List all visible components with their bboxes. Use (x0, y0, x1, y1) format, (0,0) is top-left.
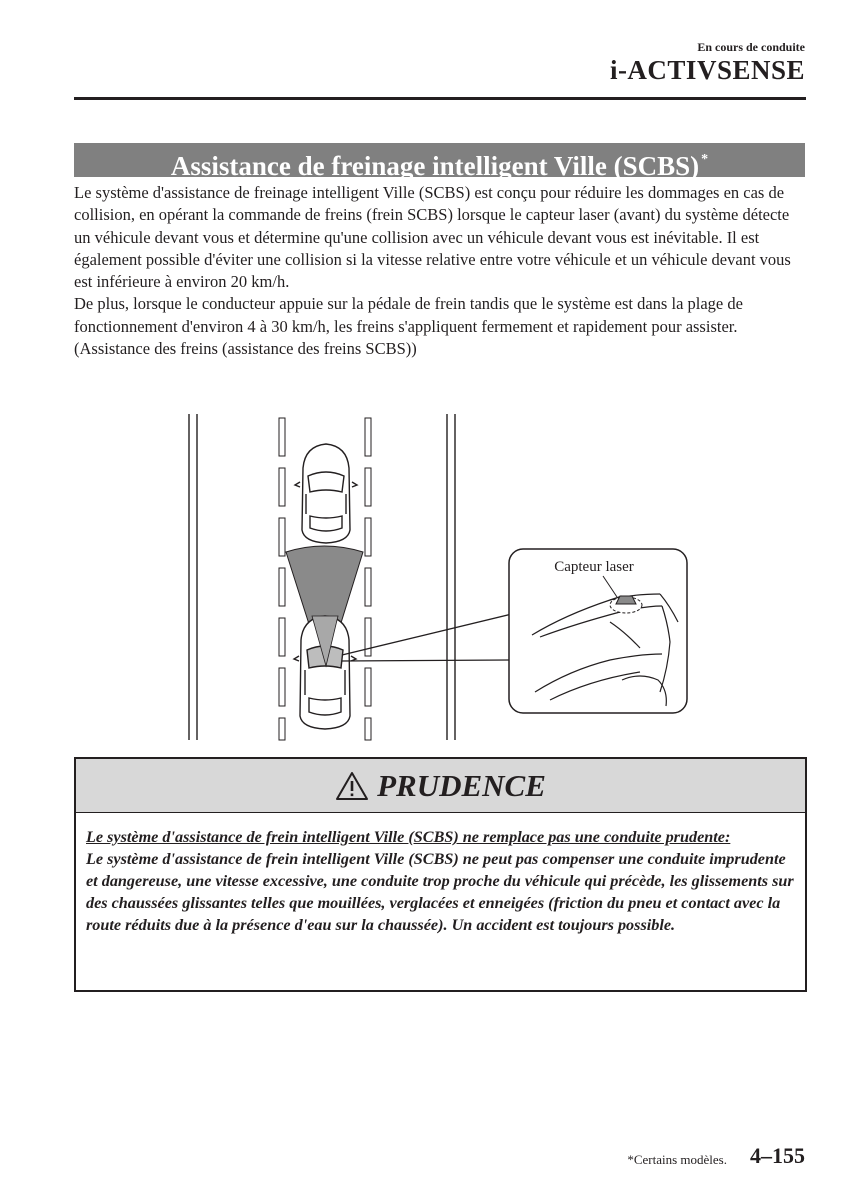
body-paragraph: De plus, lorsque le conducteur appuie sur la pédale de frein tandis que le système est dans la plage de fonctionnement d'environ 4 à 30 km/h, les freins s'appliquent fermement et rapidement pour assister. (Assistance des freins (assistance des freins SCBS)) (74, 294, 743, 359)
lane-marking-left (279, 418, 285, 740)
caution-body (76, 813, 805, 936)
road-edge-right (447, 414, 455, 740)
caution-title: PRUDENCE (377, 767, 546, 803)
road-edge-left (189, 414, 197, 740)
header-rule (74, 97, 806, 100)
caution-lead: Le système d'assistance de frein intelligent Ville (SCBS) ne remplace pas une conduite prudente: (86, 828, 731, 846)
warning-triangle-icon (335, 771, 369, 801)
header-chapter-title: i-ACTIVSENSE (609, 55, 805, 85)
vehicle-ahead (295, 444, 357, 543)
scbs-illustration (170, 410, 700, 745)
road-diagram (170, 410, 700, 745)
caution-text: Le système d'assistance de frein intelligent Ville (SCBS) ne peut pas compenser une conduite imprudente et dangereuse, une vitesse excessive, une conduite trop proche du véhicule qui précède, les glissements sur des chaussées glissantes telles que mouillées, verglacées et enneigées (friction du pneu et contact avec la route réduits due à la présence d'eau sur la chaussée). Un accident est toujours possible. (86, 850, 794, 934)
callout-label: Capteur laser (554, 559, 634, 575)
body-paragraph: Le système d'assistance de freinage intelligent Ville (SCBS) est conçu pour réduire les dommages en cas de collision, en opérant la commande de freins (frein SCBS) lorsque le capteur laser (avant) du système détecte un véhicule devant vous et détermine qu'une collision avec un véhicule devant vous est inévitable. Il est également possible d'éviter une collision si la vitesse relative entre votre véhicule et un véhicule devant vous est inférieure à environ 20 km/h. (74, 183, 791, 292)
header-section-title: En cours de conduite (697, 40, 805, 54)
caution-header (76, 759, 805, 813)
footnote: *Certains modèles. (627, 1152, 727, 1167)
section-title-bar (74, 143, 805, 181)
section-title-footnote-mark: * (701, 152, 709, 167)
section-title: Assistance de freinage intelligent Ville (SCBS) (170, 151, 700, 181)
lane-marking-right (365, 418, 371, 740)
body-text (74, 182, 806, 360)
caution-box (74, 757, 807, 992)
page-number: 4–155 (750, 1143, 805, 1168)
